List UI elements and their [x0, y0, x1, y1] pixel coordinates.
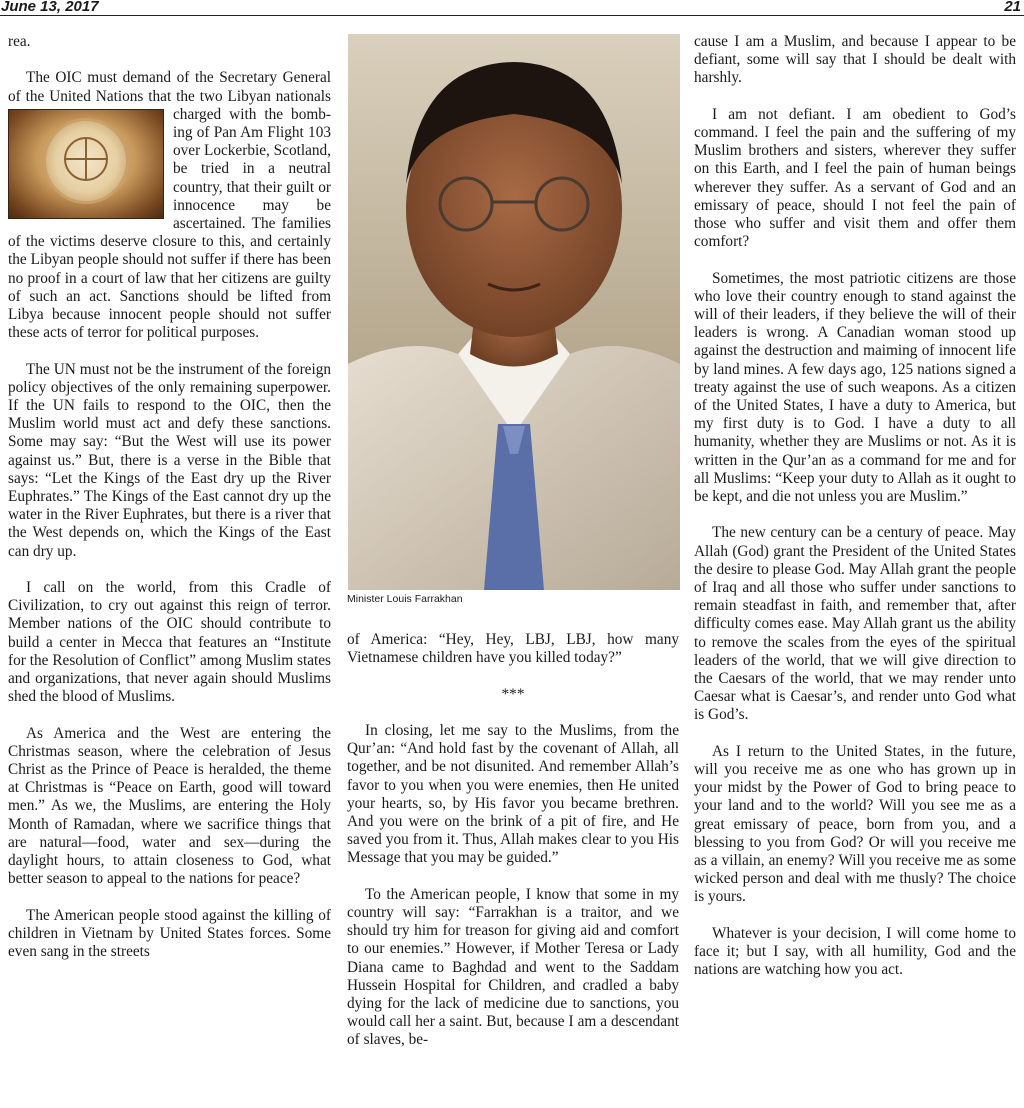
- page-number: 21: [1004, 0, 1021, 15]
- globe-icon: [64, 137, 108, 181]
- paragraph: The American people stood against the killing of children in Vietnam by United States forces. Some even sang in the streets: [8, 906, 331, 961]
- paragraph: Sometimes, the most patriotic citizens are those who love their country enough to stand against the will of their leaders, if they believe the will of their leaders is wrong. A Canadian woman stood up against the destruction and maiming of innocent life by land mines. A few days ago, 125 nations signed a treaty against the use of such weapons. As a citizen of the United States, I have a duty to America, but my first duty is to God. I have a duty to all humanity, whether they are Muslims or not. As it is written in the Qur’an as a command for me and for all Muslims: “Keep your duty to Allah as it ought to be kept, and die not unless you are Muslim.”: [694, 269, 1016, 506]
- paragraph: I am not defiant. I am obedient to God’s command. I feel the pain and the suffering of my Muslim brothers and sisters, wherever they suffer on this Earth, and I feel the pain of human beings wherever they suffer. As a servant of God and an emissary of peace, should I not feel the pain of those who suffer and visit them and offer them comfort?: [694, 105, 1016, 251]
- un-seal-icon: [43, 118, 129, 204]
- article-column-2: [347, 631, 679, 1068]
- paragraph-text: ing of Pan Am Flight 103 over Lockerbie, Scotland, be tried in a neutral country, that their guilt or innocence may be ascertained. The families of the victims deserve closure to this, and certainly the Libyan people should not suffer if there has been no proof in a court of law that her citizens are guilty of such an act. Sanctions should be lifted from Libya because innocent people should not suffer these acts of terror for political purposes.: [8, 124, 332, 342]
- article-column-3: [694, 33, 1016, 998]
- paragraph: To the American people, I know that some in my country will say: “Farrakhan is a traitor, and we should try him for treason for giving aid and comfort to our enemies.” However, if Mother Teresa or Lady Diana came to Baghdad and went to the Saddam Hussein Hospital for Children, and cradled a baby dying for the lack of medicine due to sanctions, you would call her a saint. But, because I am a descendant of slaves, be-: [347, 885, 679, 1049]
- paragraph: As America and the West are entering the Christmas season, where the celebration of Jesus Christ as the Prince of Peace is heralded, the theme at Christmas is “Peace on Earth, good will toward men.” As we, the Muslims, are entering the Holy Month of Ramadan, where we sacrifice things that are natural—food, water and sex—during the daylight hours, to attain closeness to God, what better season to appeal to the nations for peace?: [8, 724, 331, 888]
- paragraph: [8, 69, 331, 342]
- paragraph: As I return to the United States, in the future, will you receive me as one who has grown up in your midst by the Power of God to bring peace to your land and to the world? Will you see me as a great emissary of peace, born from you, and a blessing to you from God? Or will you receive me as a villain, an enemy? Will you receive me as some wicked person and deal with me thusly? The choice is yours.: [694, 742, 1016, 906]
- paragraph: rea.: [8, 33, 31, 50]
- paragraph: The new century can be a century of peace. May Allah (God) grant the President of the United States the desire to please God. May Allah grant the people of Iraq and all those who suffer under sanctions to remain steadfast in faith, and remember that, after difficulty comes ease. May Allah grant us the ability to remove the scales from the eyes of the spiritual leaders of the world, that we will give direction to the Caesars of the world, that we may render unto Caesar what is Caesar’s, and render unto God what is God’s.: [694, 524, 1016, 724]
- paragraph: The UN must not be the instrument of the foreign policy objectives of the only remaining superpower. If the UN fails to respond to the OIC, then the Muslim world must act and defy these sanctions. Some may say: “But the West will use its power against us.” But, there is a verse in the Bible that says: “Let the Kings of the East dry up the River Euphrates.” The Kings of the East cannot dry up the water in the River Euphrates, but there is a river that the West depends on, which the Kings of the East can dry up.: [8, 360, 331, 560]
- article-column-1: [8, 33, 331, 979]
- section-break: ***: [501, 685, 525, 703]
- portrait-photo: [348, 34, 680, 590]
- paragraph: of America: “Hey, Hey, LBJ, LBJ, how many Vietnamese children have you killed today?”: [347, 631, 679, 667]
- paragraph: Whatever is your decision, I will come home to face it; but I say, with all humility, God and the nations are watching how you act.: [694, 924, 1016, 979]
- paragraph: In closing, let me say to the Muslims, from the Qur’an: “And hold fast by the covenant of Allah, all together, and be not disunited. And remember Allah’s favor to you when you were enemies, then He united your hearts, so, by His favor you became brethren. And you were on the brink of a pit of fire, and He saved you from it. Thus, Allah makes clear to you His Message that you may be guided.”: [347, 721, 679, 867]
- issue-date: June 13, 2017: [1, 0, 99, 15]
- portrait-illustration: [348, 34, 680, 590]
- paragraph-text: The OIC must demand of the Secretary General of the United Nations that the two Libyan nationals charged with the bomb-: [8, 69, 331, 123]
- paragraph: I call on the world, from this Cradle of Civilization, to cry out against this reign of terror. Member nations of the OIC should contribute to build a center in Mecca that features an “Institute for the Resolution of Conflict” among Muslim states and organizations, that never again should Muslims shed the blood of Muslims.: [8, 579, 331, 706]
- un-emblem-photo: [8, 109, 164, 219]
- photo-caption: Minister Louis Farrakhan: [347, 593, 463, 605]
- page-header: [0, 0, 1024, 16]
- paragraph: cause I am a Muslim, and because I appear to be defiant, some will say that I should be dealt with harshly.: [694, 33, 1016, 87]
